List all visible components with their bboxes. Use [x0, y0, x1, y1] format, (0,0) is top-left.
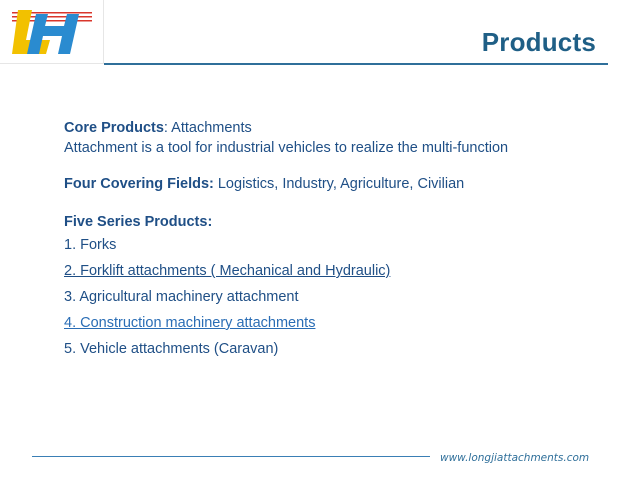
footer-website-url: www.longjiattachments.com	[440, 452, 590, 464]
covering-fields-line	[64, 174, 604, 194]
series-products-heading: Five Series Products:	[64, 214, 213, 230]
company-logo	[0, 0, 104, 64]
lh-logo-icon	[12, 8, 92, 56]
page-title: Products	[481, 27, 596, 57]
covering-fields-value: Logistics, Industry, Agriculture, Civilian	[213, 176, 465, 192]
series-item-agricultural: 3. Agricultural machinery attachment	[64, 289, 299, 305]
footer-divider	[32, 456, 430, 457]
core-products-description: Attachment is a tool for industrial vehicles to realize the multi-function	[64, 140, 509, 156]
series-item-forks: 1. Forks	[64, 237, 117, 253]
core-products-value: : Attachments	[163, 120, 252, 136]
series-item-forklift-attachments-link[interactable]: 2. Forklift attachments ( Mechanical and Hydraulic)	[64, 263, 391, 279]
series-item-construction-link[interactable]: 4. Construction machinery attachments	[64, 315, 316, 331]
title-divider	[104, 63, 608, 65]
products-content	[64, 118, 604, 362]
series-item-vehicle: 5. Vehicle attachments (Caravan)	[64, 341, 279, 357]
core-products-line	[64, 118, 604, 138]
core-products-label: Core Products	[64, 120, 164, 136]
covering-fields-label: Four Covering Fields:	[64, 176, 214, 192]
